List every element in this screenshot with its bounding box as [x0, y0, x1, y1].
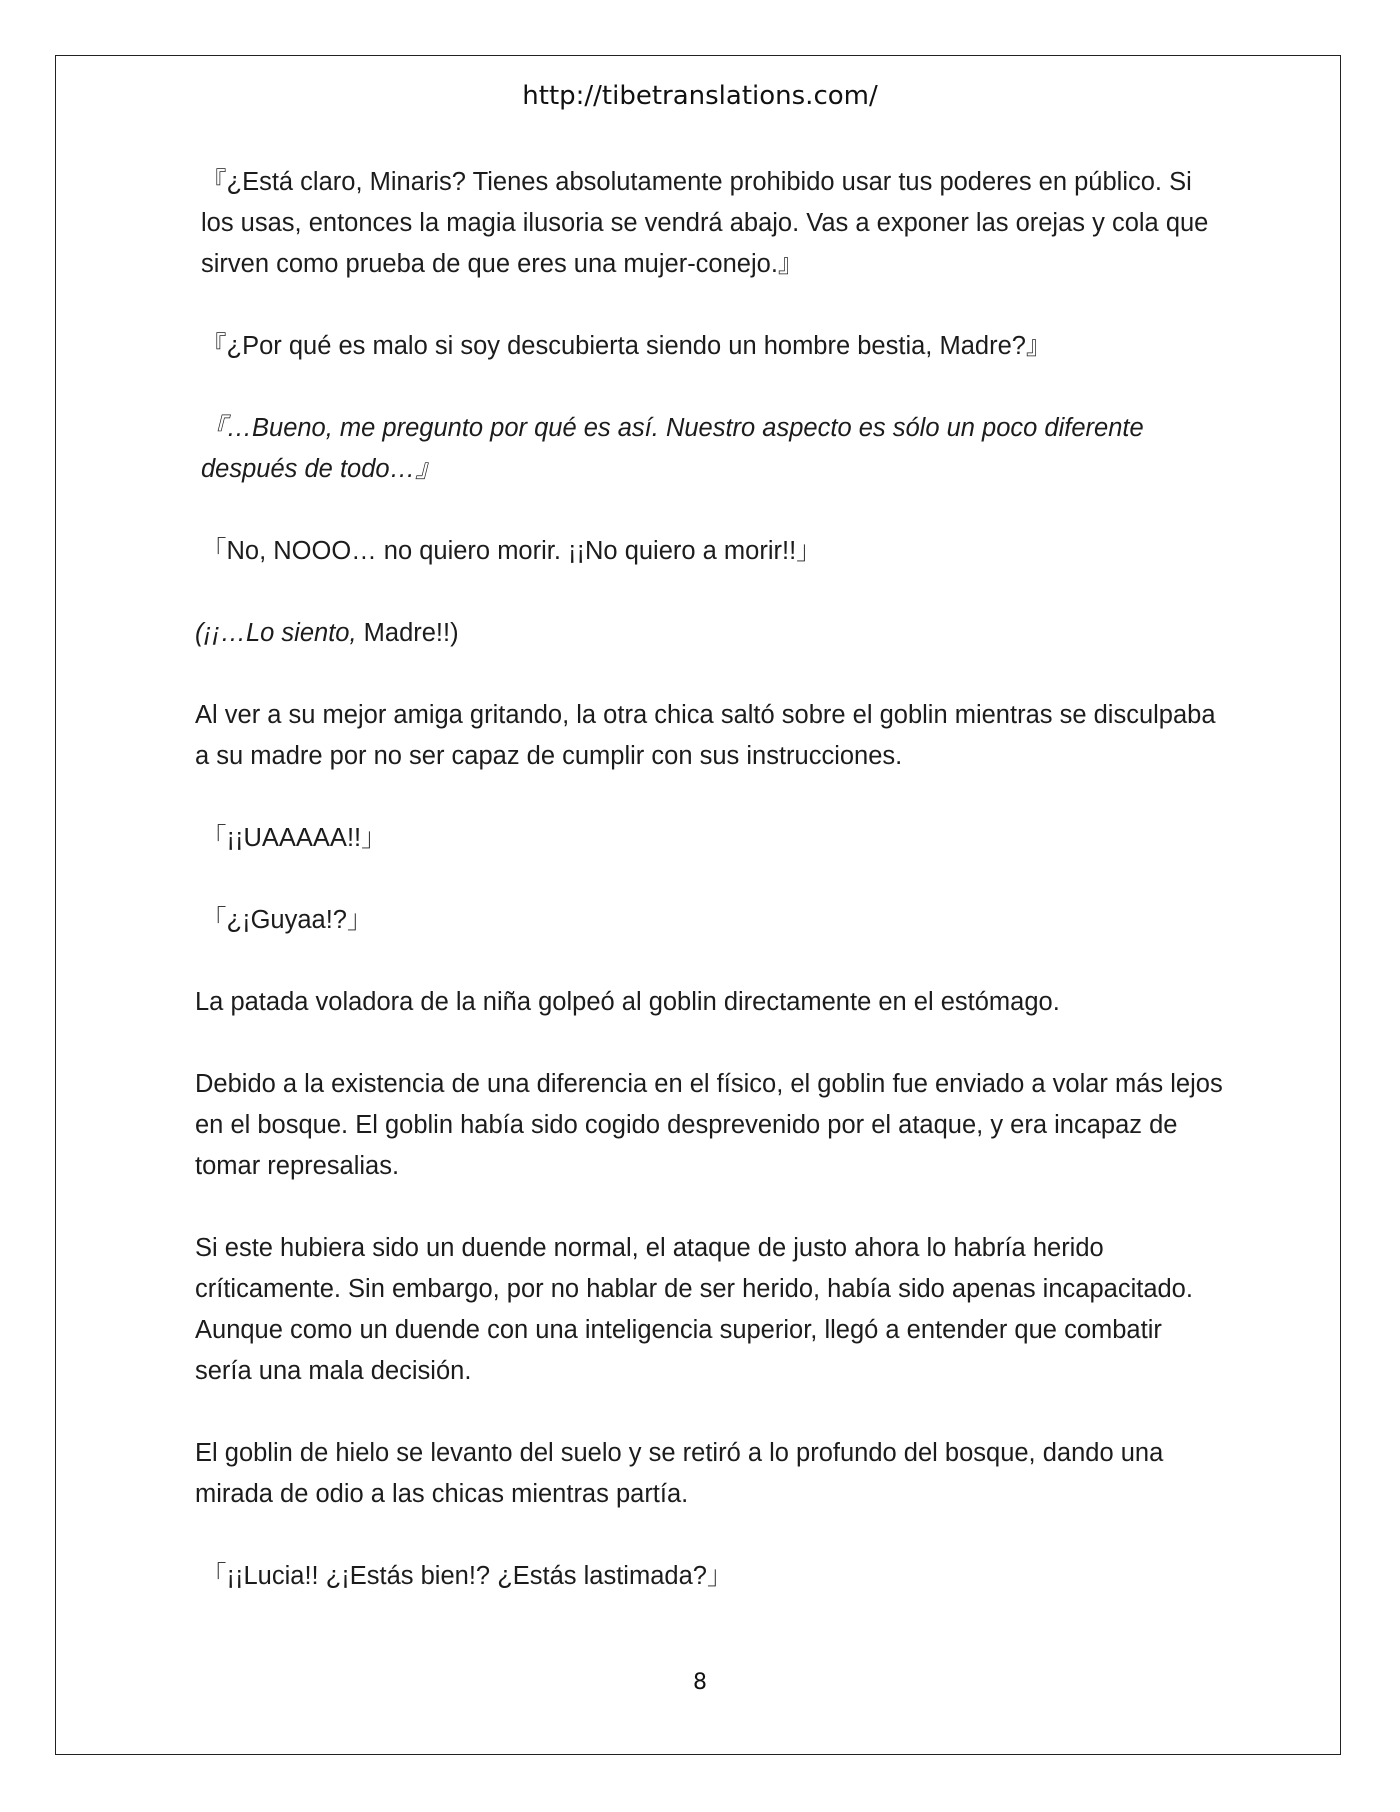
narration-paragraph: El goblin de hielo se levanto del suelo y se retiró a lo profundo del bosque, dando una mirada de odio a las chicas mientras partía.: [195, 1439, 1164, 1508]
narration-paragraph: Debido a la existencia de una diferencia en el físico, el goblin fue enviado a volar más lejos en el bosque. El goblin había sido cogido desprevenido por el ataque, y era incapaz de tomar represalias.: [195, 1070, 1223, 1180]
dialogue-paragraph: 「No, NOOO… no quiero morir. ¡¡No quiero a morir!!」: [201, 537, 822, 565]
inner-thought-paragraph: [195, 613, 1225, 654]
inner-thought-italic: (¡¡…Lo siento,: [195, 619, 357, 647]
narration-paragraph: Si este hubiera sido un duende normal, el ataque de justo ahora lo habría herido críticamente. Sin embargo, por no hablar de ser herido, había sido apenas incapacitado. Aunque como un duende con una inteligencia superior, llegó a entender que combatir sería una mala decisión.: [195, 1234, 1193, 1385]
narration-paragraph: La patada voladora de la niña golpeó al goblin directamente en el estómago.: [195, 988, 1060, 1016]
dialogue-paragraph: 『¿Por qué es malo si soy descubierta siendo un hombre bestia, Madre?』: [201, 332, 1052, 360]
header-url: http://tibetranslations.com/: [522, 81, 878, 111]
dialogue-paragraph-italic: 『…Bueno, me pregunto por qué es así. Nuestro aspecto es sólo un poco diferente después de todo…』: [201, 414, 1144, 483]
narration-paragraph: Al ver a su mejor amiga gritando, la otra chica saltó sobre el goblin mientras se disculpaba a su madre por no ser capaz de cumplir con sus instrucciones.: [195, 701, 1216, 770]
page-body: [195, 162, 1225, 1638]
dialogue-paragraph: 『¿Está claro, Minaris? Tienes absolutamente prohibido usar tus poderes en público. Si los usas, entonces la magia ilusoria se vendrá abajo. Vas a exponer las orejas y cola que sirven como prueba de que eres una mujer-conejo.』: [201, 168, 1209, 278]
dialogue-paragraph: 「¿¡Guyaa!?」: [201, 906, 373, 934]
dialogue-paragraph: 「¡¡UAAAAA!!」: [201, 824, 387, 852]
dialogue-paragraph: 「¡¡Lucia!! ¿¡Estás bien!? ¿Estás lastimada?」: [201, 1562, 733, 1590]
page-number: 8: [693, 1670, 707, 1695]
inner-thought-normal: Madre!!): [356, 619, 459, 647]
